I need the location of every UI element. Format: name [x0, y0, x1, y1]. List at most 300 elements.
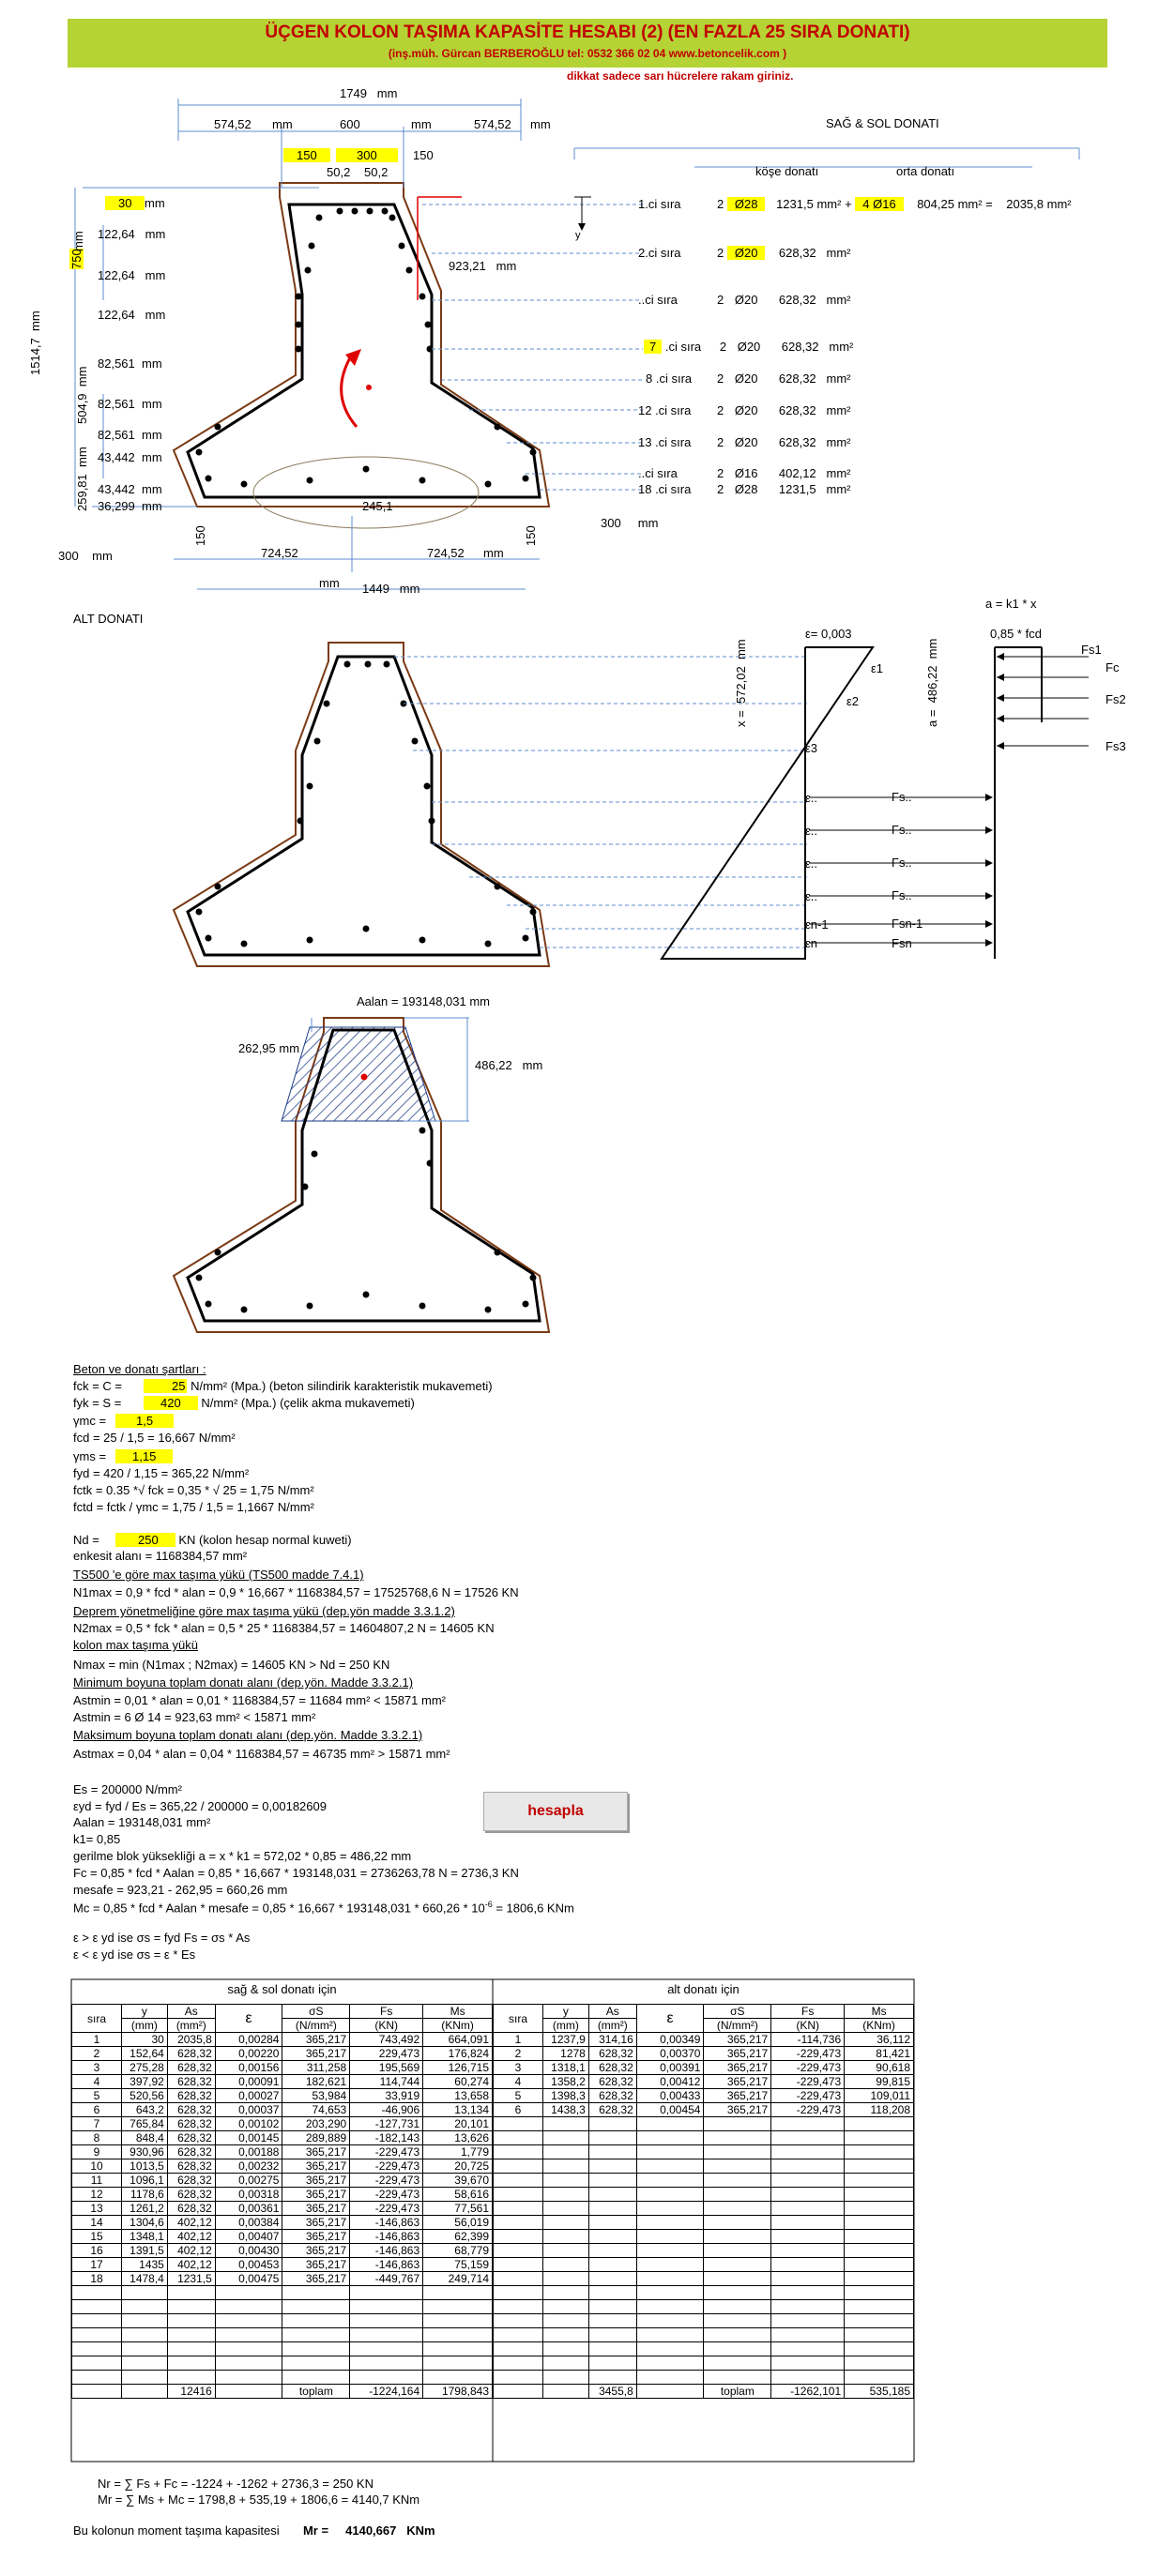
table-cell [845, 2159, 914, 2174]
col-header: Ms [845, 2005, 914, 2019]
nmax-row: Nmax = min (N1max ; N2max) = 14605 KN > Nd = 250 KN [73, 1658, 390, 1672]
table-cell: 90,618 [845, 2061, 914, 2075]
table-cell [282, 2356, 350, 2371]
table-cell: -229,473 [350, 2202, 423, 2216]
input-cap-left[interactable]: 150 [283, 148, 330, 162]
table-cell [771, 2244, 845, 2258]
table-cell [588, 2159, 636, 2174]
unit-row [72, 2019, 493, 2033]
table-cell: 20,725 [423, 2159, 493, 2174]
table-cell [588, 2216, 636, 2230]
table-cell: 628,32 [588, 2047, 636, 2061]
table-cell [543, 2300, 589, 2314]
table-cell: -146,863 [350, 2244, 423, 2258]
table-cell: 1,779 [423, 2145, 493, 2159]
table-cell [350, 2300, 423, 2314]
table-cell [636, 2272, 704, 2286]
table-cell [72, 2342, 122, 2356]
table-cell [704, 2244, 771, 2258]
table-cell [588, 2188, 636, 2202]
table-cell [423, 2286, 493, 2300]
table-cell: 365,217 [704, 2061, 771, 2075]
table-cell: 1358,2 [543, 2075, 589, 2089]
table-cell [167, 2342, 215, 2356]
input-orta-1[interactable]: 4 Ø16 [855, 197, 903, 211]
table-cell: 365,217 [282, 2145, 350, 2159]
table-cell: -229,473 [771, 2089, 845, 2103]
table-cell: 1435 [122, 2258, 168, 2272]
table-cell [588, 2286, 636, 2300]
rebar-row-4: 7 .ci sıra 2 Ø20 628,32 mm² [638, 340, 853, 354]
table-cell: 16 [72, 2244, 122, 2258]
table-cell: 13,134 [423, 2103, 493, 2117]
input-cap-mid[interactable]: 300 [336, 148, 398, 162]
eps-3: ε3 [805, 741, 818, 755]
ts500-heading: TS500 'e göre max taşıma yükü (TS500 madde 7.4.1) [73, 1568, 364, 1582]
table-cell [636, 2131, 704, 2145]
page-subtitle: (inş.müh. Gürcan BERBEROĞLU tel: 0532 366 02 04 www.betoncelik.com ) [388, 47, 787, 60]
table-cell: 0,00318 [215, 2188, 282, 2202]
left-results-table [71, 2004, 493, 2399]
table-cell [423, 2342, 493, 2356]
table-cell: 365,217 [282, 2258, 350, 2272]
table-cell [704, 2174, 771, 2188]
table-cell [282, 2286, 350, 2300]
force-fsd-1: Fs.. [892, 790, 912, 804]
x-depth: x = 572,02 mm [734, 639, 748, 727]
table-cell [845, 2314, 914, 2328]
unit-header: (KN) [771, 2019, 845, 2033]
table-cell: 0,00284 [215, 2033, 282, 2047]
a-equation: a = k1 * x [985, 597, 1037, 611]
table-cell [350, 2286, 423, 2300]
eps-6: ε.. [805, 856, 818, 871]
table-row [494, 2356, 914, 2371]
table-cell [494, 2385, 543, 2399]
table-cell: 77,561 [423, 2202, 493, 2216]
table-row [72, 2075, 493, 2089]
table-cell [122, 2314, 168, 2328]
orta-label: orta donatı [896, 164, 955, 178]
table-row [72, 2216, 493, 2230]
table-cell: 0,00391 [636, 2061, 704, 2075]
table-cell [543, 2230, 589, 2244]
table-cell [543, 2258, 589, 2272]
dim-s9: 36,299 mm [98, 499, 162, 513]
table-cell [122, 2300, 168, 2314]
table-cell [704, 2159, 771, 2174]
eyd-row: εyd = fyd / Es = 365,22 / 200000 = 0,00182609 [73, 1799, 327, 1813]
unit-mm-1: mm [272, 117, 293, 131]
table-cell: 7 [72, 2117, 122, 2131]
table-cell [771, 2371, 845, 2385]
table-cell: 1304,6 [122, 2216, 168, 2230]
table-cell [423, 2328, 493, 2342]
col-header: σS [704, 2005, 771, 2019]
table-cell: 930,96 [122, 2145, 168, 2159]
col-header: Fs [771, 2005, 845, 2019]
input-cover[interactable]: 30 [105, 196, 145, 210]
table-cell [494, 2314, 543, 2328]
table-cell [215, 2342, 282, 2356]
table-cell: 114,744 [350, 2075, 423, 2089]
table-cell [771, 2342, 845, 2356]
table-cell [771, 2174, 845, 2188]
force-fs1: Fs1 [1081, 643, 1102, 657]
table-cell: 311,258 [282, 2061, 350, 2075]
col-header: y [122, 2005, 168, 2019]
left-table-title: sağ & sol donatı için [227, 1982, 337, 1996]
group-title: SAĞ & SOL DONATI [826, 116, 939, 130]
table-cell: 1231,5 [167, 2272, 215, 2286]
fc-row: Fc = 0,85 * fcd * Aalan = 0,85 * 16,667 * 193148,031 = 2736263,78 N = 2736,3 KN [73, 1866, 519, 1880]
table-cell: 9 [72, 2145, 122, 2159]
table-cell [543, 2328, 589, 2342]
table-cell [543, 2188, 589, 2202]
table-cell [771, 2230, 845, 2244]
table-cell: 152,64 [122, 2047, 168, 2061]
table-cell [771, 2314, 845, 2328]
table-cell [350, 2356, 423, 2371]
table-cell [704, 2117, 771, 2131]
table-row [494, 2314, 914, 2328]
table-cell: 6 [72, 2103, 122, 2117]
table-cell: 1237,9 [543, 2033, 589, 2047]
table-row [72, 2272, 493, 2286]
table-cell: 0,00407 [215, 2230, 282, 2244]
table-row [494, 2371, 914, 2385]
table-cell [543, 2202, 589, 2216]
table-cell [845, 2244, 914, 2258]
unit-header: (KN) [350, 2019, 423, 2033]
table-cell [704, 2314, 771, 2328]
table-cell [282, 2342, 350, 2356]
mc-row: Mc = 0,85 * fcd * Aalan * mesafe = $0,85 * 16,667 * 193148,031 * 660,26 * 10^{-6} = 1806,6$ KNm [73, 1900, 574, 1916]
table-cell [845, 2230, 914, 2244]
kesit-row: enkesit alanı = 1168384,57 mm² [73, 1549, 248, 1563]
table-row [72, 2145, 493, 2159]
table-cell: 1398,3 [543, 2089, 589, 2103]
table-cell [543, 2244, 589, 2258]
table-cell [636, 2202, 704, 2216]
table-cell [588, 2300, 636, 2314]
table-cell: 743,492 [350, 2033, 423, 2047]
dim-s8: 43,442 mm [98, 482, 162, 496]
table-row [72, 2047, 493, 2061]
y-axis-label: y [575, 230, 581, 241]
rule-2: ε < ε yd ise σs = ε * Es [73, 1947, 196, 1962]
table-cell [704, 2230, 771, 2244]
table-cell [543, 2272, 589, 2286]
table-cell: 520,56 [122, 2089, 168, 2103]
table-row [72, 2103, 493, 2117]
dep-heading: Deprem yönetmeliğine göre max taşıma yükü (dep.yön madde 3.3.1.2) [73, 1604, 455, 1618]
table-cell [636, 2117, 704, 2131]
table-cell: 2 [72, 2047, 122, 2061]
eps-n1: εn-1 [805, 917, 829, 932]
col-header: sıra [72, 2005, 122, 2033]
col-header: Ms [423, 2005, 493, 2019]
table-row [494, 2244, 914, 2258]
table-cell: 0,00370 [636, 2047, 704, 2061]
table-cell [704, 2202, 771, 2216]
mr-row: Mr = ∑ Ms + Mc = 1798,8 + 535,19 + 1806,6 = 4140,7 KNm [98, 2493, 420, 2507]
total-as: 12416 [167, 2385, 215, 2399]
table-cell [704, 2300, 771, 2314]
dim-s7: 43,442 mm [98, 450, 162, 464]
table-cell: 0,00349 [636, 2033, 704, 2047]
input-dia-1[interactable]: Ø28 [727, 197, 766, 211]
table-cell: 0,00475 [215, 2272, 282, 2286]
input-gms[interactable]: 1,15 [115, 1449, 173, 1463]
table-cell [494, 2272, 543, 2286]
table-cell: 628,32 [588, 2089, 636, 2103]
table-cell: 365,217 [704, 2047, 771, 2061]
table-cell [543, 2286, 589, 2300]
table-cell: 68,779 [423, 2244, 493, 2258]
dim-top-right: 574,52 [474, 117, 511, 131]
input-gmc[interactable]: 1,5 [115, 1414, 174, 1428]
table-cell: 81,421 [845, 2047, 914, 2061]
dim-s4: 82,561 mm [98, 356, 162, 371]
hesapla-button[interactable]: hesapla [483, 1792, 628, 1831]
eps-2: ε2 [846, 694, 860, 708]
table-row [494, 2103, 914, 2117]
table-cell [215, 2371, 282, 2385]
table-cell: 628,32 [167, 2061, 215, 2075]
table-cell [543, 2117, 589, 2131]
table-cell [845, 2188, 914, 2202]
table-cell: 176,824 [423, 2047, 493, 2061]
table-cell: 13 [72, 2202, 122, 2216]
col-header: sıra [494, 2005, 543, 2033]
input-h750[interactable]: 750 [69, 249, 84, 269]
unit-mm-h: mm [71, 231, 85, 251]
unit-header: (KNm) [845, 2019, 914, 2033]
table-cell [771, 2328, 845, 2342]
rebar-row-9: 18 .ci sıra 2 Ø28 1231,5 mm² [638, 482, 851, 496]
astmin1-row: Astmin = 0,01 * alan = 0,01 * 1168384,57 = 11684 mm² < 15871 mm² [73, 1693, 446, 1707]
unit-header: (KNm) [423, 2019, 493, 2033]
rebar-row-8: ..ci sıra 2 Ø16 402,12 mm² [638, 466, 851, 480]
table-cell: 1318,1 [543, 2061, 589, 2075]
total-label: toplam [704, 2385, 771, 2399]
table-cell [588, 2131, 636, 2145]
table-row [72, 2089, 493, 2103]
unit-mm-cover: mm [145, 196, 165, 210]
table-cell: 1013,5 [122, 2159, 168, 2174]
table-cell [588, 2258, 636, 2272]
column-section-2 [174, 643, 549, 966]
table-cell [494, 2230, 543, 2244]
table-row [494, 2300, 914, 2314]
nd-row: Nd = 250 KN (kolon hesap normal kuweti) [73, 1533, 352, 1547]
table-cell [167, 2300, 215, 2314]
table-cell: 365,217 [282, 2244, 350, 2258]
table-cell [845, 2328, 914, 2342]
dim-s2: 122,64 mm [98, 268, 166, 282]
table-cell [636, 2314, 704, 2328]
table-cell: 0,00156 [215, 2061, 282, 2075]
a-depth: a = 486,22 mm [925, 638, 939, 727]
table-cell: 39,670 [423, 2174, 493, 2188]
right-table-title: alt donatı için [667, 1982, 739, 1996]
table-cell: 1348,1 [122, 2230, 168, 2244]
table-cell: 0,00361 [215, 2202, 282, 2216]
kose-label: köşe donatı [755, 164, 819, 178]
table-cell [423, 2356, 493, 2371]
table-cell: 126,715 [423, 2061, 493, 2075]
table-cell: -114,736 [771, 2033, 845, 2047]
table-cell: -229,473 [771, 2061, 845, 2075]
eps-cu: ε= 0,003 [805, 627, 852, 641]
table-cell [704, 2342, 771, 2356]
rebar-row-6: 12 .ci sıra 2 Ø20 628,32 mm² [638, 403, 851, 417]
table-row [72, 2117, 493, 2131]
table-cell [72, 2328, 122, 2342]
unit-mm-bl: mm [319, 576, 340, 590]
gerilme-row: gerilme blok yüksekliği a = x * k1 = 572,02 * 0,85 = 486,22 mm [73, 1849, 412, 1863]
table-cell: 13,626 [423, 2131, 493, 2145]
rebar-row-7: 13 .ci sıra 2 Ø20 628,32 mm² [638, 435, 851, 449]
rebar-dots-1 [196, 208, 537, 488]
table-cell [704, 2216, 771, 2230]
force-fsd-2: Fs.. [892, 823, 912, 837]
col-header: Fs [350, 2005, 423, 2019]
input-row-7[interactable]: 7 [644, 340, 662, 354]
table-cell: 249,714 [423, 2272, 493, 2286]
table-cell: 402,12 [167, 2258, 215, 2272]
table-cell [494, 2216, 543, 2230]
table-cell [350, 2371, 423, 2385]
dim-h504: 504,9 mm [75, 366, 89, 424]
table-cell: 4 [494, 2075, 543, 2089]
table-cell: 0,00091 [215, 2075, 282, 2089]
unit-header: (mm) [543, 2019, 589, 2033]
table-cell [494, 2117, 543, 2131]
table-cell [543, 2159, 589, 2174]
table-cell [636, 2300, 704, 2314]
table-cell: 14 [72, 2216, 122, 2230]
force-fs2: Fs2 [1105, 692, 1126, 706]
table-row [72, 2033, 493, 2047]
dim-leg300a: 300 mm [58, 549, 113, 563]
table-cell [72, 2300, 122, 2314]
table-cell [543, 2342, 589, 2356]
fcd-085-label: 0,85 * fcd [990, 627, 1042, 641]
unit-header: (N/mm²) [704, 2019, 771, 2033]
input-nd[interactable]: 250 [115, 1533, 175, 1547]
table-row [494, 2159, 914, 2174]
table-cell [588, 2371, 636, 2385]
table-cell [588, 2230, 636, 2244]
table-cell [215, 2328, 282, 2342]
table-cell [282, 2300, 350, 2314]
table-cell [636, 2159, 704, 2174]
dim-top-left: 574,52 [214, 117, 252, 131]
force-fsd-3: Fs.. [892, 856, 912, 870]
table-cell [350, 2342, 423, 2356]
table-cell [704, 2188, 771, 2202]
table-cell: 1478,4 [122, 2272, 168, 2286]
table-cell: 13,658 [423, 2089, 493, 2103]
table-cell [636, 2258, 704, 2272]
table-cell [636, 2286, 704, 2300]
table-cell [636, 2174, 704, 2188]
table-cell [543, 2174, 589, 2188]
table-cell: 365,217 [282, 2174, 350, 2188]
table-row [72, 2258, 493, 2272]
table-cell: 365,217 [282, 2047, 350, 2061]
table-cell: 15 [72, 2230, 122, 2244]
table-cell [494, 2145, 543, 2159]
table-cell [704, 2328, 771, 2342]
table-cell [72, 2371, 122, 2385]
table-cell [588, 2314, 636, 2328]
force-fsn1: Fsn-1 [892, 917, 923, 931]
table-cell [167, 2356, 215, 2371]
astmin2-row: Astmin = 6 Ø 14 = 923,63 mm² < 15871 mm² [73, 1710, 316, 1724]
table-cell: -182,143 [350, 2131, 423, 2145]
fcd-row: fcd = 25 / 1,5 = 16,667 N/mm² [73, 1431, 236, 1445]
table-cell [845, 2258, 914, 2272]
table-cell [636, 2145, 704, 2159]
table-cell: 314,16 [588, 2033, 636, 2047]
table-cell [122, 2371, 168, 2385]
col-header: ε [215, 2005, 282, 2033]
table-cell [588, 2244, 636, 2258]
table-row [494, 2047, 914, 2061]
input-dia-2[interactable]: Ø20 [727, 246, 766, 260]
k1-row: k1= 0,85 [73, 1832, 121, 1846]
table-cell: 0,00145 [215, 2131, 282, 2145]
table-cell [845, 2286, 914, 2300]
table-cell: 20,101 [423, 2117, 493, 2131]
gmc-row: γmc = 1,5 [73, 1414, 174, 1428]
dim-side150b: 150 [524, 525, 538, 546]
table-cell: 11 [72, 2174, 122, 2188]
table-cell: 2 [494, 2047, 543, 2061]
table-cell [771, 2356, 845, 2371]
table-cell [771, 2272, 845, 2286]
table-cell [704, 2286, 771, 2300]
maks-heading: Maksimum boyuna toplam donatı alanı (dep.yön. Madde 3.3.2.1) [73, 1728, 423, 1742]
table-cell [494, 2174, 543, 2188]
table-cell: 365,217 [704, 2033, 771, 2047]
input-fck[interactable]: 25 [144, 1379, 187, 1393]
table-row [494, 2131, 914, 2145]
dim-off1: 50,2 [327, 165, 351, 179]
table-cell [282, 2371, 350, 2385]
table-cell [588, 2342, 636, 2356]
table-row [494, 2216, 914, 2230]
table-cell: 365,217 [282, 2033, 350, 2047]
unit-mm-br: mm [483, 546, 504, 560]
dim-bot-right: 724,52 [427, 546, 465, 560]
table-cell: 118,208 [845, 2103, 914, 2117]
table-cell: -229,473 [771, 2047, 845, 2061]
table-row [72, 2174, 493, 2188]
input-fyk[interactable]: 420 [144, 1396, 198, 1410]
table-cell: -146,863 [350, 2216, 423, 2230]
table-cell [282, 2328, 350, 2342]
aalan-row: Aalan = 193148,031 mm² [73, 1815, 211, 1829]
table-row [72, 2159, 493, 2174]
table-cell: -146,863 [350, 2230, 423, 2244]
table-cell [72, 2314, 122, 2328]
table-cell: 0,00220 [215, 2047, 282, 2061]
fyd-row: fyd = 420 / 1,15 = 365,22 N/mm² [73, 1466, 250, 1480]
